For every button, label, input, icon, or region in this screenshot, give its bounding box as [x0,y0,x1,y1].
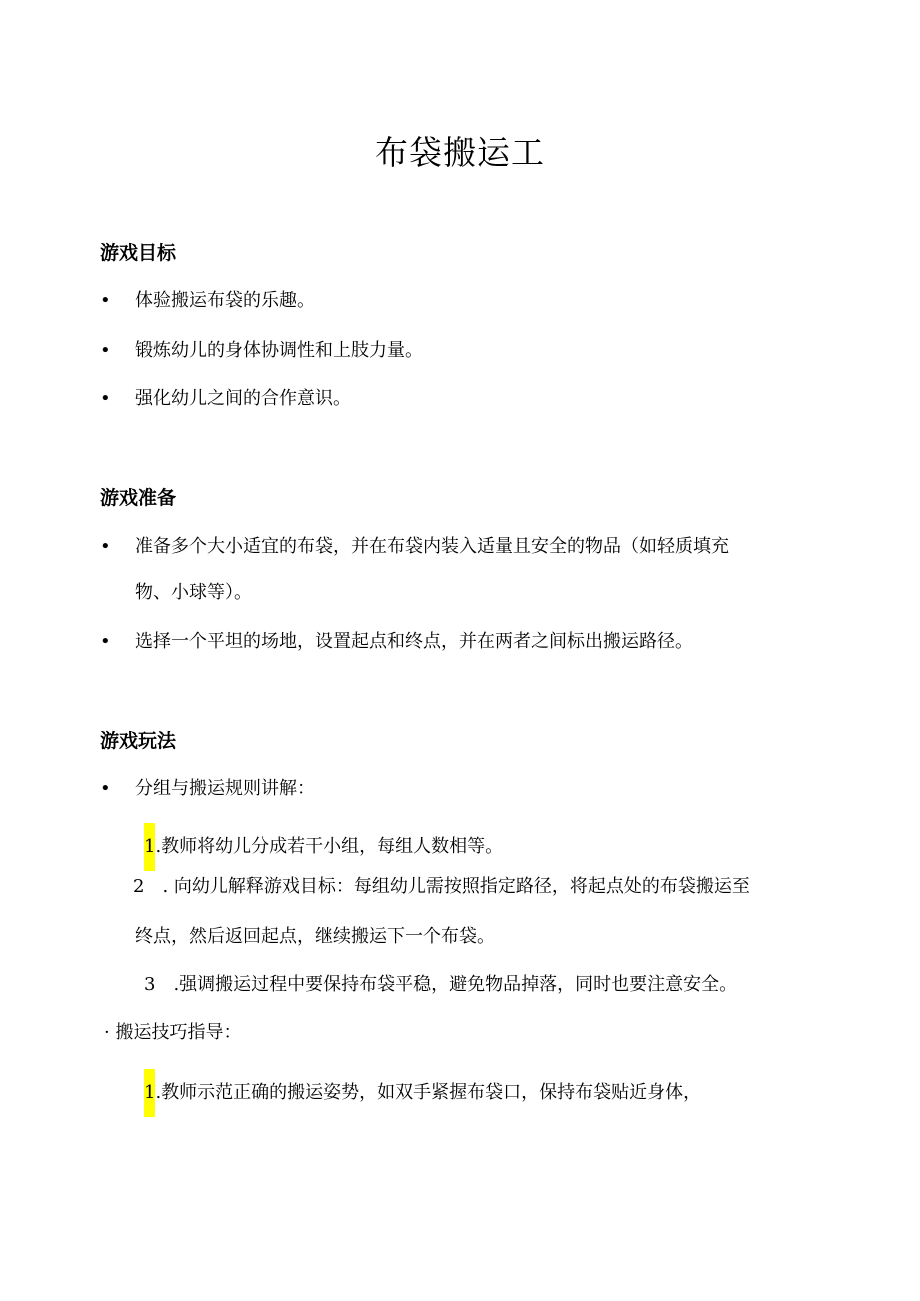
bullet-marker: • [100,340,111,361]
bullet-marker: • [100,631,111,652]
play-sub-1-step-2-line-1: 2 . 向幼儿解释游戏目标：每组幼儿需按照指定路径，将起点处的布袋搬运至 [133,876,750,897]
goal-item-1: 体验搬运布袋的乐趣。 [135,290,315,311]
highlight-number: 1 [144,1069,155,1117]
play-sub-2-step-1 [144,1069,701,1117]
step-text: .教师将幼儿分成若干小组，每组人数相等。 [155,836,504,857]
section-heading-play: 游戏玩法 [100,730,177,752]
bullet-marker: • [100,290,111,311]
document-title: 布袋搬运工 [375,133,545,172]
section-heading-prep: 游戏准备 [100,487,177,509]
goal-item-3: 强化幼儿之间的合作意识。 [135,388,351,409]
section-heading-goal: 游戏目标 [100,242,177,264]
bullet-marker: • [100,536,111,557]
prep-item-2: 选择一个平坦的场地，设置起点和终点，并在两者之间标出搬运路径。 [135,631,693,652]
play-sub-2-title: · 搬运技巧指导： [104,1022,242,1043]
bullet-marker: • [100,388,111,409]
highlight-number: 1 [144,823,155,871]
play-sub-1-title: 分组与搬运规则讲解： [135,778,315,799]
bullet-marker: • [100,778,111,799]
goal-item-2: 锻炼幼儿的身体协调性和上肢力量。 [135,340,423,361]
prep-item-1-line-1: 准备多个大小适宜的布袋，并在布袋内装入适量且安全的物品（如轻质填充 [135,536,729,557]
play-sub-1-step-2-line-2: 终点，然后返回起点，继续搬运下一个布袋。 [135,926,495,947]
play-sub-1-step-3: 3 .强调搬运过程中要保持布袋平稳，避免物品掉落，同时也要注意安全。 [144,974,738,995]
play-sub-1-step-1 [144,823,503,871]
step-text: .教师示范正确的搬运姿势，如双手紧握布袋口，保持布袋贴近身体， [155,1082,702,1103]
prep-item-1-line-2: 物、小球等）。 [135,582,252,603]
